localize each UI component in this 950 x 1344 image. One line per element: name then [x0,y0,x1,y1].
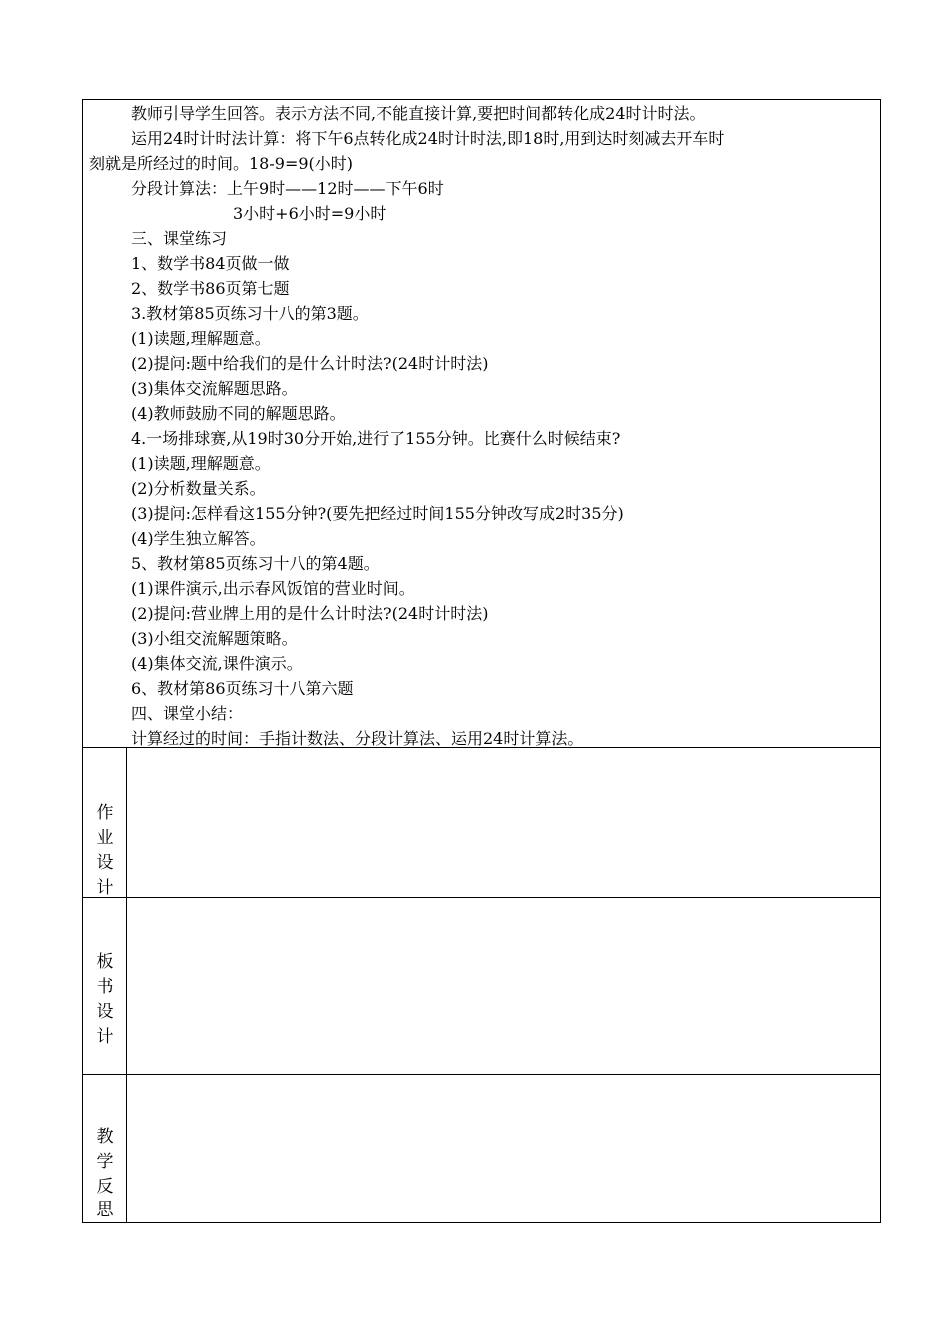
label-char: 书 [96,977,114,997]
homework-design-row [83,748,880,898]
text-line: 运用24时计时法计算：将下午6点转化成24时计时法,即18时,用到达时刻减去开车时 [131,129,725,148]
text-line: (3)集体交流解题思路。 [131,379,298,398]
text-line: (4)学生独立解答。 [131,529,266,548]
section-heading: 三、课堂练习 [131,229,228,248]
label-char: 教 [96,1127,114,1147]
text-line: (2)提问:题中给我们的是什么计时法?(24时计时法) [131,354,489,373]
text-line: (1)读题,理解题意。 [131,454,271,473]
text-line: 4.一场排球赛,从19时30分开始,进行了155分钟。比赛什么时候结束? [131,429,621,448]
lesson-plan-table [82,99,881,1223]
text-line: (1)读题,理解题意。 [131,329,271,348]
text-line: 3.教材第85页练习十八的第3题。 [131,304,369,323]
label-char: 计 [96,1027,114,1047]
label-char: 业 [96,828,114,848]
text-line: 计算经过的时间：手指计数法、分段计算法、运用24时计算法。 [131,729,584,748]
text-line: 分段计算法：上午9时——12时——下午6时 [131,179,444,198]
label-char: 反 [96,1177,114,1197]
text-line: (2)提问:营业牌上用的是什么计时法?(24时计时法) [131,604,489,623]
label-char: 思 [96,1200,114,1220]
text-line: (4)集体交流,课件演示。 [131,654,303,673]
label-char: 学 [96,1152,114,1172]
text-line: 2、数学书86页第七题 [131,279,290,298]
text-line: (4)教师鼓励不同的解题思路。 [131,404,346,423]
text-line: (1)课件演示,出示春风饭馆的营业时间。 [131,579,415,598]
text-line: 6、教材第86页练习十八第六题 [131,679,354,698]
label-char: 设 [96,1002,114,1022]
board-design-label [83,898,127,1074]
label-char: 作 [96,803,114,823]
teaching-reflection-row [83,1075,880,1222]
label-char: 设 [96,853,114,873]
label-char: 板 [96,952,114,972]
text-line: 刻就是所经过的时间。18-9=9(小时) [89,154,354,173]
text-line: 5、教材第85页练习十八的第4题。 [131,554,380,573]
homework-design-label [83,748,127,897]
text-line: (3)提问:怎样看这155分钟?(要先把经过时间155分钟改写成2时35分) [131,504,624,523]
label-char: 计 [96,878,114,898]
text-line: 3小时+6小时=9小时 [233,204,387,223]
homework-design-content [127,748,880,897]
teaching-process-cell [83,100,880,748]
board-design-row [83,898,880,1075]
text-line: (2)分析数量关系。 [131,479,266,498]
board-design-content [127,898,880,1074]
text-line: 教师引导学生回答。表示方法不同,不能直接计算,要把时间都转化成24时计时法。 [131,104,706,123]
teaching-reflection-label [83,1075,127,1222]
teaching-reflection-content [127,1075,880,1222]
section-heading: 四、课堂小结： [131,704,244,723]
text-line: (3)小组交流解题策略。 [131,629,298,648]
text-line: 1、数学书84页做一做 [131,254,290,273]
